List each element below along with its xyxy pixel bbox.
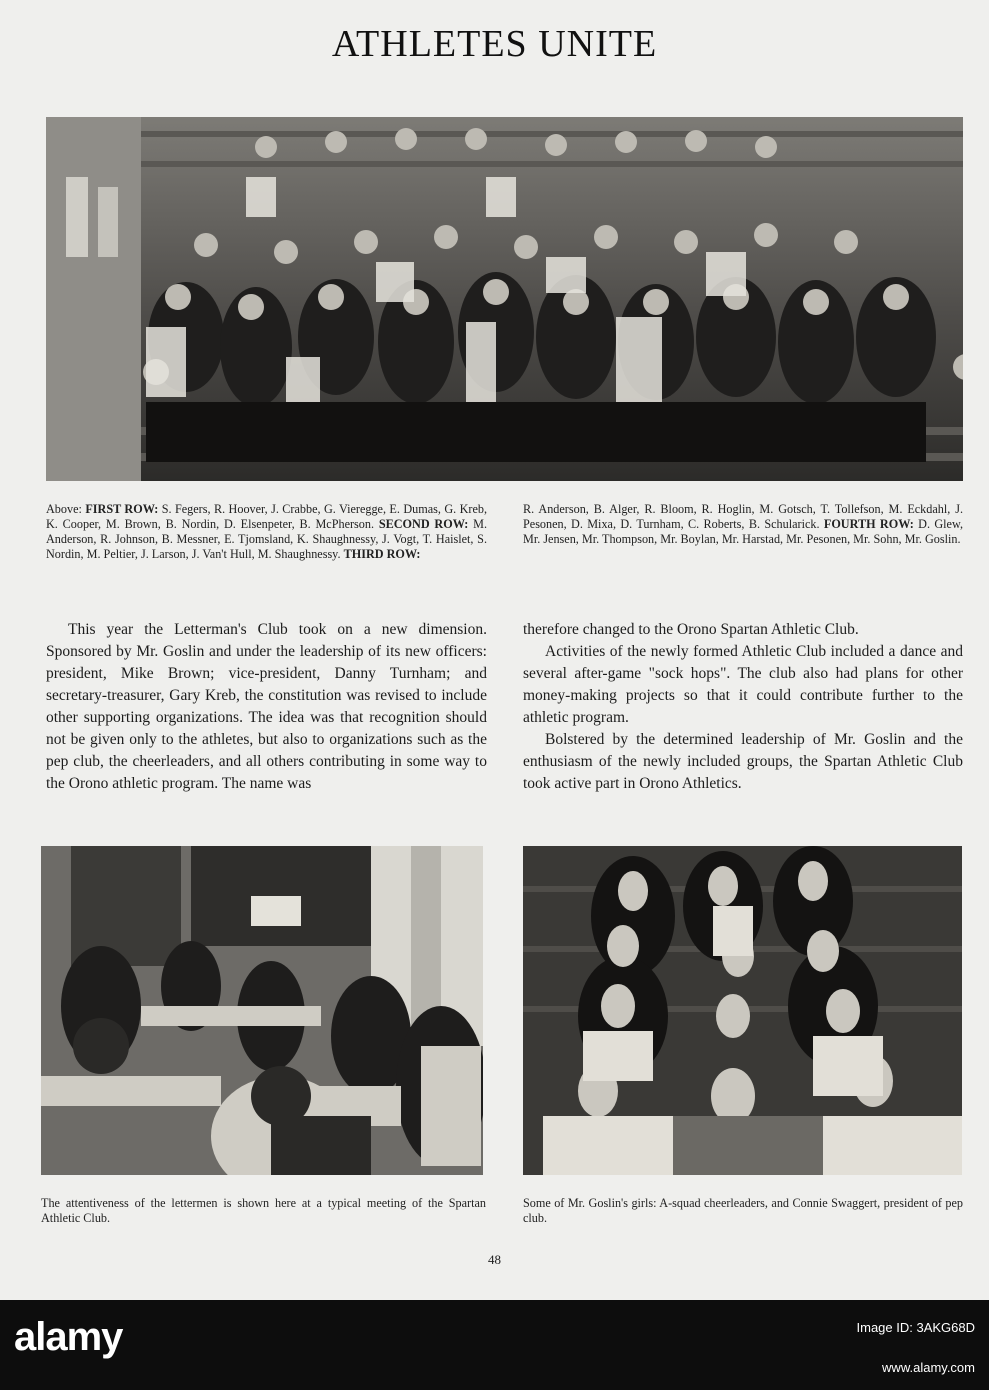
row-names: R. Anderson, B. Alger, R. Bloom, R. Hoglin, M. Gotsch, T. Tollefson, M. Eckdahl, J. Pesonen, D. Mixa, D. Turnham, C. Roberts, B. Schularick. [523,502,963,531]
row-names: S. Fegers, R. Hoover, J. Crabbe, G. Vieregge, E. Dumas, G. Kreb, K. Cooper, M. Brown, B. Nordin, D. Elsenpeter, B. McPherson. [46,502,488,531]
watermark-site: www.alamy.com [882,1360,975,1375]
continued-line: therefore changed to the Orono Spartan Athletic Club. [523,621,859,638]
watermark-brand: alamy [14,1315,123,1359]
page-title: ATHLETES UNITE [331,23,658,65]
meeting-photo [41,846,483,1175]
image-id-label: Image ID: 3AKG68D [856,1320,975,1335]
cheerleaders-photo [523,846,962,1175]
cheerleaders-photo-caption: Some of Mr. Goslin's girls: A-squad cheerleaders, and Connie Swaggert, president of pep club. [523,1196,963,1225]
article-paragraph: Activities of the newly formed Athletic Club included a dance and several after-game "sock hops". The club also had plans for other money-making projects so that it could contribute further to the athletic program. [523,643,963,726]
meeting-photo-caption: The attentiveness of the lettermen is shown here at a typical meeting of the Spartan Athletic Club. [41,1196,486,1225]
row-label: FOURTH ROW: [823,517,914,531]
group-photo-caption-right [523,502,963,547]
article-paragraph: Bolstered by the determined leadership of Mr. Goslin and the enthusiasm of the newly included groups, the Spartan Athletic Club took active part in Orono Athletics. [523,731,963,792]
article-column-left [46,619,487,795]
row-label: THIRD ROW: [343,547,421,561]
group-photo [46,117,963,481]
article-paragraph: This year the Letterman's Club took on a new dimension. Sponsored by Mr. Goslin and under the leadership of its new officers: president, Mike Brown; vice-president, Danny Turnham; and secretary-treasurer, Gary Kreb, the constitution was revised to include other supporting organizations. The idea was that recognition should not be given only to the athletes, but also to organizations such as the pep club, the cheerleaders, and all others contributing in some way to the Orono athletic program. The name was [46,621,487,792]
watermark-banner [0,1300,989,1390]
caption-lead: Above: [46,502,82,516]
row-names: D. Glew, Mr. Jensen, Mr. Thompson, Mr. Boylan, Mr. Harstad, Mr. Pesonen, Mr. Sohn, Mr. Goslin. [523,517,964,546]
watermark-image-id [857,1319,976,1337]
page-number: 48 [488,1252,501,1267]
row-label: SECOND ROW: [378,517,469,531]
group-photo-caption-left [46,502,487,562]
row-names: M. Anderson, R. Johnson, B. Messner, E. Tjomsland, K. Shaughnessy, J. Vogt, T. Haislet, S. Nordin, M. Peltier, J. Larson, J. Van't Hull, M. Shaughnessy. [46,517,487,561]
article-column-right-text [523,619,963,795]
row-label: FIRST ROW: [85,502,159,516]
